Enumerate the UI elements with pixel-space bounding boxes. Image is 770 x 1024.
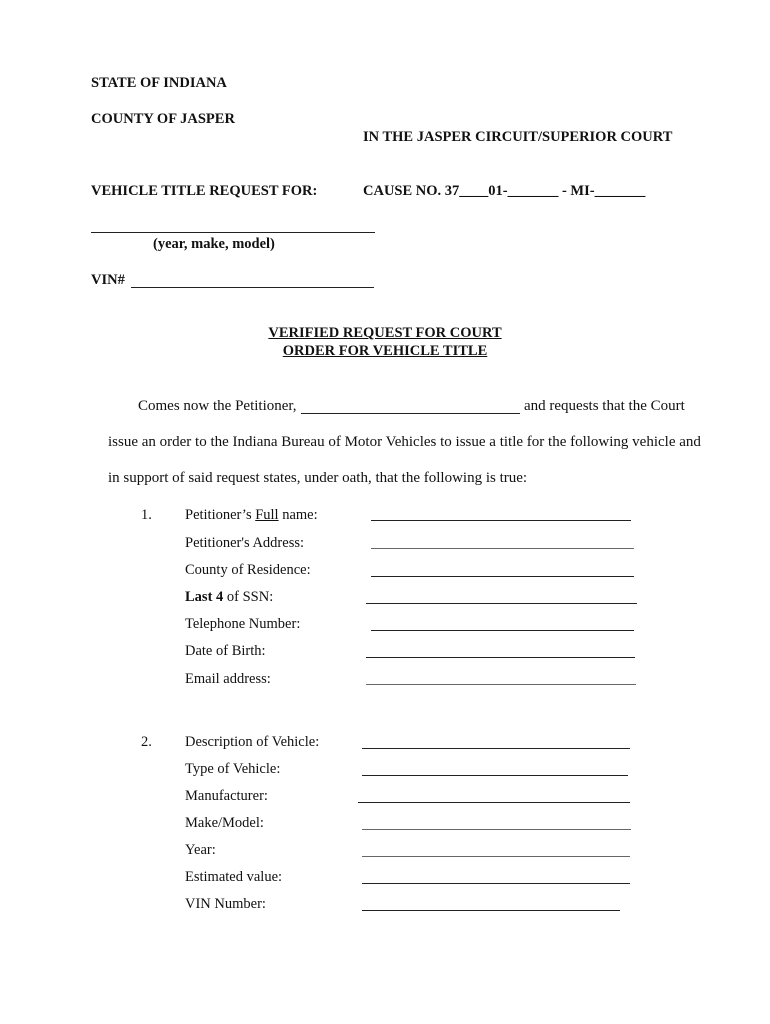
ssn-label xyxy=(185,589,273,606)
date-of-birth-label: Date of Birth: xyxy=(185,643,266,659)
county-heading: COUNTY OF JASPER xyxy=(91,111,235,127)
full-name-label-post: name: xyxy=(278,507,318,523)
address-label: Petitioner's Address: xyxy=(185,535,305,551)
cause-number: CAUSE NO. 37____01-_______ - MI-_______ xyxy=(363,183,646,199)
vehicle-description-field-line[interactable] xyxy=(362,748,630,749)
make-model-label: Make/Model: xyxy=(185,815,264,831)
document-title-line-1: VERIFIED REQUEST FOR COURT xyxy=(268,325,502,341)
telephone-line[interactable] xyxy=(371,630,634,631)
make-model-line[interactable] xyxy=(362,829,631,830)
full-name-label-pre: Petitioner’s xyxy=(185,507,256,523)
intro-line-1-start: Comes now the Petitioner, xyxy=(138,398,297,414)
intro-line-3: in support of said request states, under oath, that the following is true: xyxy=(108,470,528,486)
estimated-value-label: Estimated value: xyxy=(185,869,283,885)
vehicle-type-line[interactable] xyxy=(362,775,628,776)
full-name-line[interactable] xyxy=(371,520,631,521)
manufacturer-line[interactable] xyxy=(358,802,630,803)
vehicle-title-request-label: VEHICLE TITLE REQUEST FOR: xyxy=(91,183,318,199)
vin-line[interactable] xyxy=(131,287,374,288)
vin-label: VIN# xyxy=(91,272,125,288)
ssn-line[interactable] xyxy=(366,603,637,604)
state-heading: STATE OF INDIANA xyxy=(91,75,227,91)
estimated-value-line[interactable] xyxy=(362,883,630,884)
full-name-label-underlined: Full xyxy=(255,507,279,523)
address-line[interactable] xyxy=(371,548,634,549)
vin-number-line[interactable] xyxy=(362,910,620,911)
ssn-label-post: of SSN: xyxy=(223,589,274,605)
vehicle-description-label: Description of Vehicle: xyxy=(185,734,320,750)
vin-number-label: VIN Number: xyxy=(185,896,266,912)
document-title-line-2: ORDER FOR VEHICLE TITLE xyxy=(282,343,488,359)
full-name-label xyxy=(185,507,318,524)
court-heading: IN THE JASPER CIRCUIT/SUPERIOR COURT xyxy=(363,129,673,145)
county-of-residence-label: County of Residence: xyxy=(185,562,311,578)
petitioner-name-line[interactable] xyxy=(301,413,520,414)
section-2-number: 2. xyxy=(141,734,152,750)
vehicle-description-line[interactable] xyxy=(91,232,375,233)
vehicle-caption: (year, make, model) xyxy=(153,236,275,252)
year-line[interactable] xyxy=(362,856,630,857)
email-line[interactable] xyxy=(366,684,636,685)
ssn-label-bold: Last 4 xyxy=(185,589,224,605)
intro-line-2: issue an order to the Indiana Bureau of Motor Vehicles to issue a title for the following vehicle and xyxy=(108,434,701,450)
vehicle-type-label: Type of Vehicle: xyxy=(185,761,281,777)
email-label: Email address: xyxy=(185,671,271,687)
telephone-label: Telephone Number: xyxy=(185,616,301,632)
manufacturer-label: Manufacturer: xyxy=(185,788,268,804)
section-1-number: 1. xyxy=(141,507,152,523)
date-of-birth-line[interactable] xyxy=(366,657,635,658)
county-of-residence-line[interactable] xyxy=(371,576,634,577)
year-label: Year: xyxy=(185,842,216,858)
intro-line-1-end: and requests that the Court xyxy=(524,398,685,414)
